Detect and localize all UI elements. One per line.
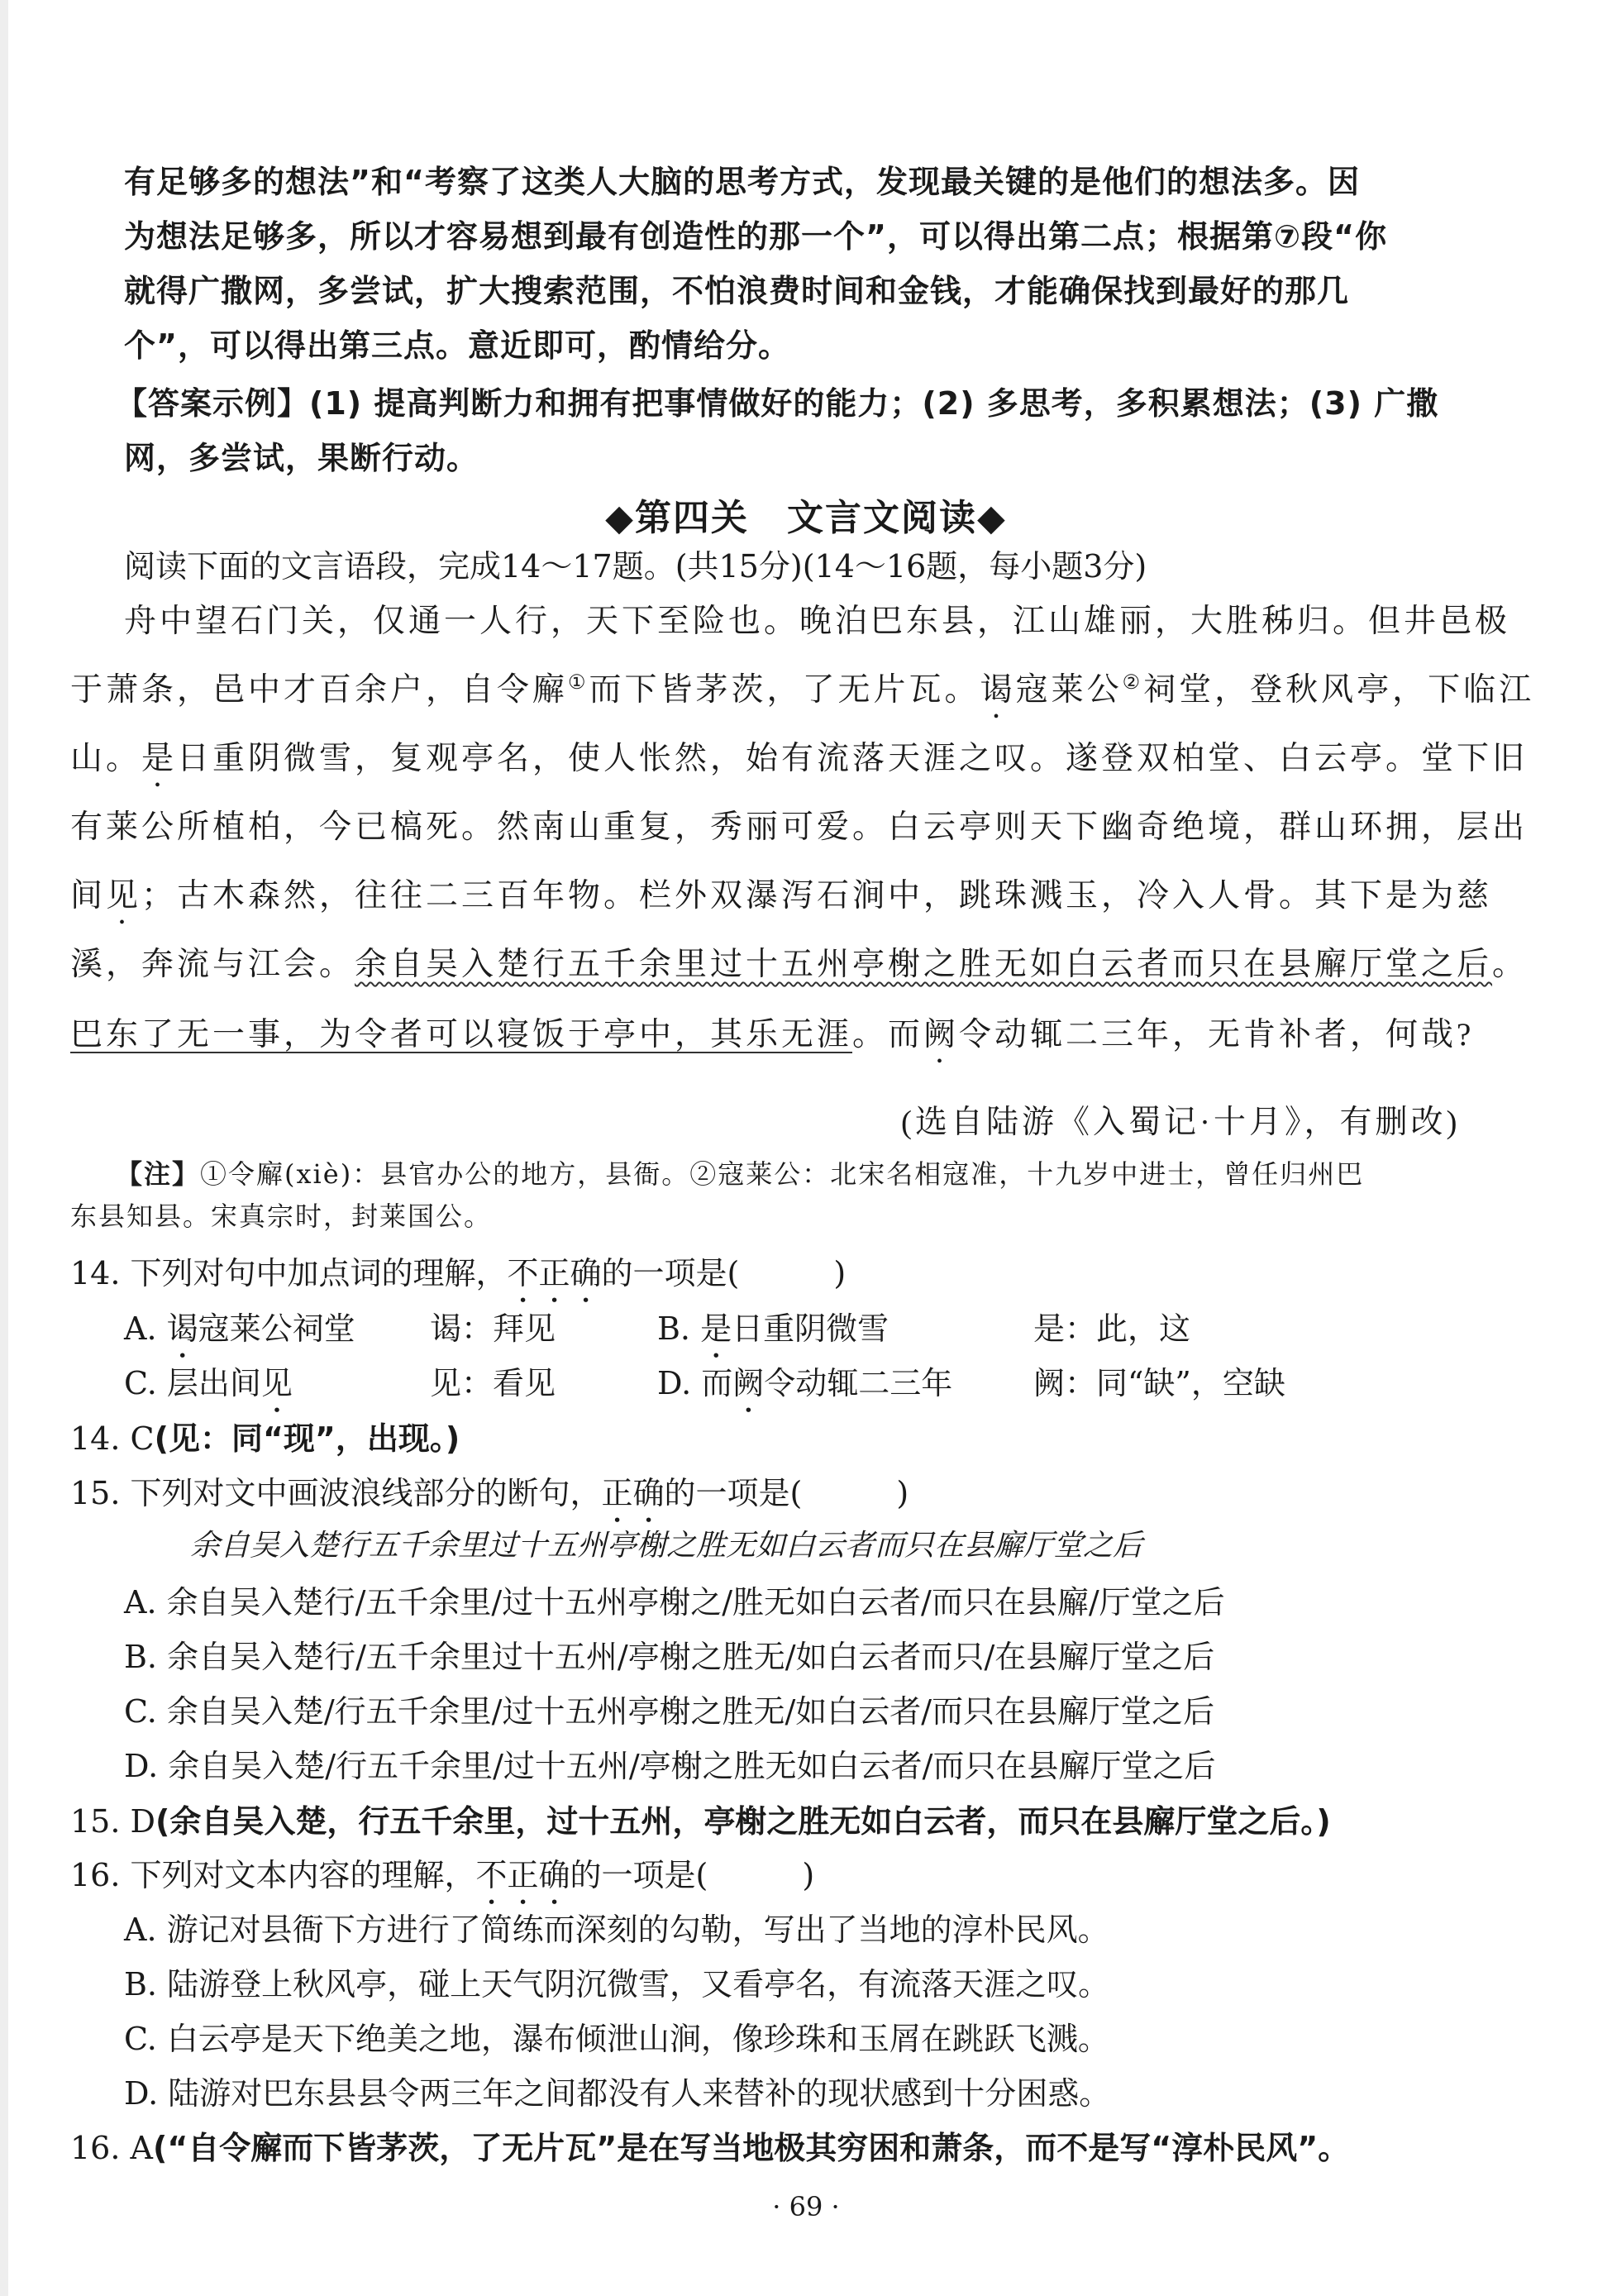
q14-stem [70, 1248, 846, 1310]
q15-answer [70, 1797, 1331, 1846]
option-text: 令动辄二三年 [764, 1365, 953, 1401]
q15-stem-text: 15. 下列对文中画波浪线部分的断句， [70, 1475, 602, 1511]
reading-instructions: 阅读下面的文言语段，完成14～17题。(共15分)(14～16题，每小题3分) [124, 548, 1147, 585]
q14-option-c-explanation: 见：看见 [430, 1365, 556, 1401]
q15-emphasis: 正确 [601, 1475, 665, 1511]
q15-option-d: D. 余自吴入楚/行五千余里/过十五州/亭榭之胜无如白云者/而只在县廨厅堂之后 [124, 1748, 1216, 1784]
passage-text: ；古木森然，往往二三百年物。栏外双瀑泻石涧中，跳珠溅玉，冷入人骨。其下是为慈 [141, 878, 1493, 914]
q15-option-b: B. 余自吴入楚行/五千余里过十五州/亭榭之胜无/如白云者而只/在县廨厅堂之后 [124, 1639, 1215, 1675]
dotted-word-ye: 谒 [980, 672, 1016, 708]
passage-text: 祠堂，登秋风亭，下临江 [1143, 672, 1535, 708]
q14-stem-text: 14. 下列对句中加点词的理解， [70, 1255, 508, 1291]
q15-option-a: A. 余自吴入楚行/五千余里/过十五州亭榭之/胜无如白云者/而只在县廨/厅堂之后 [124, 1584, 1225, 1621]
answer-number: 16. A [70, 2130, 153, 2166]
wavy-underlined-sentence: 余自吴入楚行五千余里过十五州亭榭之胜无如白云者而只在县廨厅堂之后 [355, 947, 1493, 982]
dotted-word: 谒 [166, 1310, 198, 1347]
annotation-label: 【注】 [116, 1158, 201, 1190]
q15-sentence: 余自吴入楚行五千余里过十五州亭榭之胜无如白云者而只在县廨厅堂之后 [190, 1529, 1143, 1563]
section-title: ◆第四关 文言文阅读◆ [605, 497, 1007, 539]
dotted-word: 阙 [732, 1365, 765, 1401]
option-letter: A. [124, 1310, 167, 1347]
q15-stem [70, 1468, 909, 1530]
intro-line-3: 就得广撒网，多尝试，扩大搜索范围，不怕浪费时间和金钱，才能确保找到最好的那几 [124, 273, 1350, 309]
answer-explanation: (“自令廨而下皆茅茨，了无片瓦”是在写当地极其穷困和萧条，而不是写“淳朴民风”。 [152, 2130, 1350, 2166]
q14-option-a-explanation: 谒：拜见 [430, 1310, 556, 1347]
passage-text: 。而 [852, 1017, 924, 1053]
answer-example-line-1: 【答案示例】(1) 提高判断力和拥有把事情做好的能力；(2) 多思考，多积累想法；(3) 广撒 [116, 385, 1439, 422]
q16-option-c: C. 白云亭是天下绝美之地，瀑布倾泄山涧，像珍珠和玉屑在跳跃飞溅。 [124, 2021, 1109, 2057]
q14-answer [70, 1414, 460, 1463]
passage-text: 寇莱公 [1015, 672, 1123, 708]
q14-option-d-explanation: 阙：同“缺”，空缺 [1033, 1365, 1285, 1401]
passage-text: 令动辄二三年，无肯补者，何哉? [959, 1017, 1475, 1053]
option-text: C. 层出间 [124, 1365, 261, 1401]
q14-stem-text: 的一项是( ) [601, 1255, 847, 1291]
passage-text: 日重阴微雪，复观亭名，使人怅然，始有流落天涯之叹。遂登双柏堂、白云亭。堂下旧 [177, 741, 1529, 776]
q14-option-b [657, 1304, 889, 1365]
passage-source: (选自陆游《入蜀记·十月》，有删改) [901, 1105, 1461, 1140]
annotation-text: ①令廨(xiè)：县官办公的地方，县衙。②寇莱公：北宋名相寇准，十九岁中进士，曾任归州巴 [200, 1158, 1365, 1190]
q14-emphasis: 不正确 [507, 1255, 602, 1291]
intro-line-4: 个”，可以得出第三点。意近即可，酌情给分。 [124, 327, 790, 364]
passage-line-2 [70, 666, 1534, 726]
dotted-word-que: 阙 [923, 1017, 960, 1053]
passage-line-6 [70, 940, 1528, 990]
passage-line-3 [70, 734, 1528, 795]
answer-example-line-2: 网，多尝试，果断行动。 [124, 440, 479, 476]
q14-option-c [124, 1358, 293, 1420]
option-text: D. 而 [657, 1365, 733, 1401]
q14-option-b-explanation: 是：此，这 [1033, 1310, 1191, 1347]
q16-emphasis: 不正确 [475, 1857, 570, 1893]
q14-option-a [124, 1304, 355, 1365]
q16-stem-text: 的一项是( ) [570, 1857, 815, 1893]
option-text: 寇莱公祠堂 [198, 1310, 355, 1347]
dotted-word-jian: 见 [106, 878, 142, 914]
q15-option-c: C. 余自吴入楚/行五千余里/过十五州亭榭之胜无/如白云者/而只在县廨厅堂之后 [124, 1693, 1215, 1730]
passage-text: 山。 [70, 741, 142, 776]
passage-line-7 [70, 1010, 1474, 1071]
option-text: 日重阴微雪 [732, 1310, 889, 1347]
q16-option-d: D. 陆游对巴东县县令两三年之间都没有人来替补的现状感到十分困惑。 [124, 2075, 1111, 2112]
intro-line-1: 有足够多的想法”和“考察了这类人大脑的思考方式，发现最关键的是他们的想法多。因 [124, 164, 1360, 200]
q14-option-d [657, 1358, 952, 1420]
underlined-sentence: 巴东了无一事，为令者可以寝饭于亭中，其乐无涯 [70, 1017, 853, 1053]
passage-line-4: 有莱公所植柏，今已槁死。然南山重复，秀丽可爱。白云亭则天下幽奇绝境，群山环拥，层出 [70, 809, 1529, 845]
dotted-word: 是 [700, 1310, 732, 1347]
answer-number: 15. D [70, 1803, 155, 1840]
annotation-line-1 [116, 1153, 1364, 1195]
footnote-mark-1: ① [568, 672, 589, 694]
passage-text: 间 [70, 878, 107, 914]
dotted-word-shi: 是 [141, 741, 178, 776]
q15-stem-text: 的一项是( ) [664, 1475, 909, 1511]
footnote-mark-2: ② [1122, 672, 1144, 694]
q16-option-a: A. 游记对县衙下方进行了简练而深刻的勾勒，写出了当地的淳朴民风。 [124, 1912, 1109, 1948]
q16-answer [70, 2123, 1349, 2173]
passage-line-5 [70, 871, 1492, 932]
passage-text: 溪，奔流与江会。 [70, 947, 355, 982]
passage-text: 。 [1492, 947, 1529, 982]
annotation-line-2: 东县知县。宋真宗时，封莱国公。 [70, 1201, 493, 1232]
passage-text: 而下皆茅茨，了无片瓦。 [589, 672, 980, 708]
option-letter: B. [657, 1310, 701, 1347]
q16-stem-text: 16. 下列对文本内容的理解， [70, 1857, 476, 1893]
passage-line-1: 舟中望石门关，仅通一人行，天下至险也。晚泊巴东县，江山雄丽，大胜秭归。但井邑极 [124, 604, 1511, 639]
dotted-word: 见 [260, 1365, 293, 1401]
page-number: · 69 · [772, 2191, 840, 2222]
answer-explanation: (见：同“现”，出现。) [154, 1420, 460, 1457]
intro-line-2: 为想法足够多，所以才容易想到最有创造性的那一个”，可以得出第二点；根据第⑦段“你 [124, 218, 1388, 255]
q16-option-b: B. 陆游登上秋风亭，碰上天气阴沉微雪，又看亭名，有流落天涯之叹。 [124, 1966, 1110, 2002]
answer-explanation: (余自吴入楚，行五千余里，过十五州，亭榭之胜无如白云者，而只在县廨厅堂之后。) [155, 1803, 1331, 1840]
passage-text: 于萧条，邑中才百余户，自令廨 [70, 672, 569, 708]
answer-number: 14. C [70, 1420, 155, 1457]
q16-stem [70, 1850, 814, 1912]
